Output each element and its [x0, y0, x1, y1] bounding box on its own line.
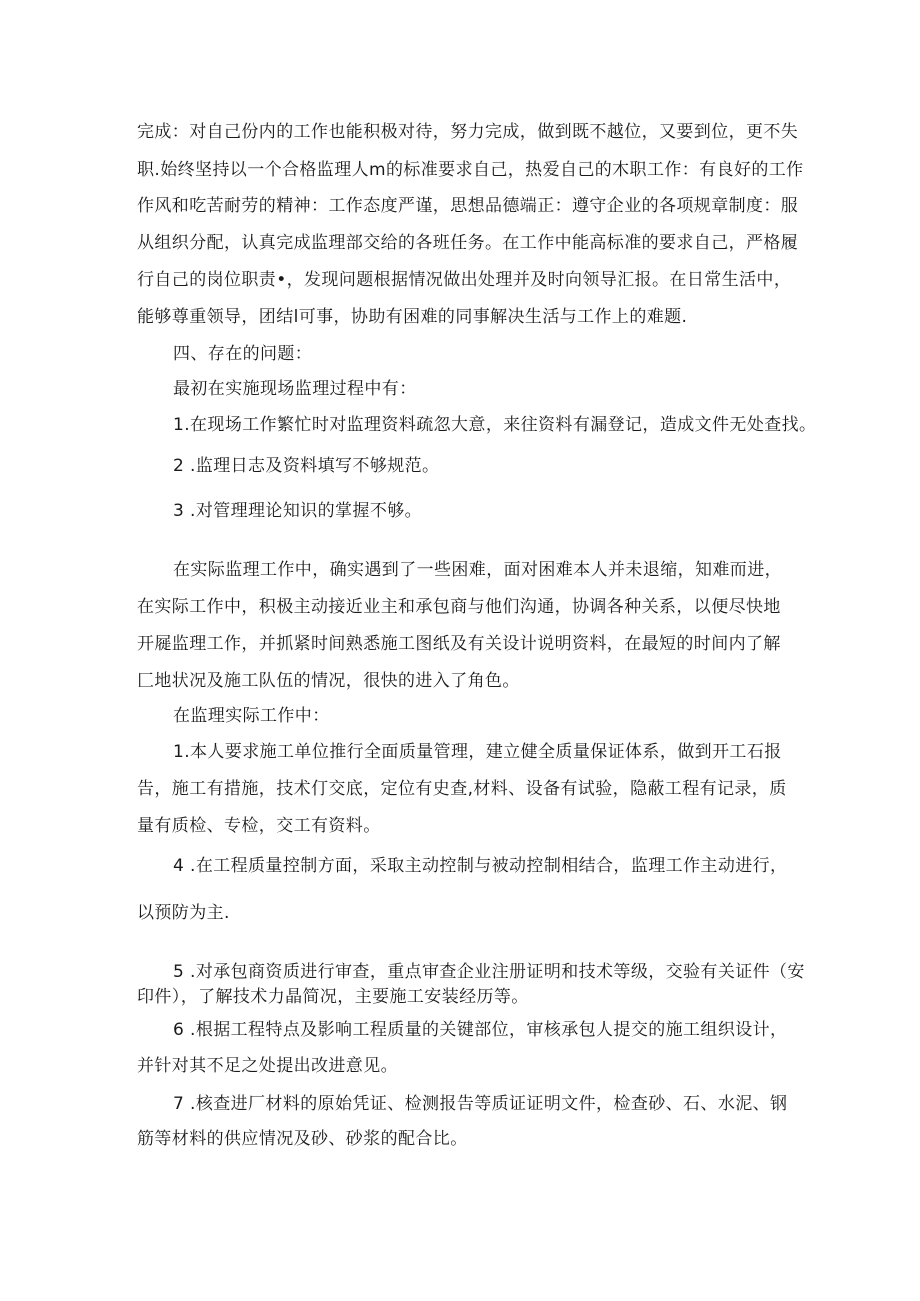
problem-item-1: 1.在现场工作繁忙时对监理资料疏忽大意，来往资料有漏登记，造成文件无处查找。 [173, 415, 817, 435]
paragraph-1-line-3: 作风和吃苦耐劳的精神：工作态度严谨，思想品德端正：遵守企业的各项规章制度：服 [137, 196, 799, 216]
paragraph-1-line-6: 能够尊重领导，团结l可事，协助有困难的同事解决生活与工作上的难题. [137, 307, 688, 327]
work-item-6-line-2: 并针对其不足之处提出改进意见。 [137, 1056, 398, 1076]
problem-item-2: 2 .监理日志及资料填写不够规范。 [173, 456, 440, 476]
work-item-7-line-2: 筋等材料的供应情况及砂、砂浆的配合比。 [137, 1129, 468, 1149]
paragraph-1-line-5: 行自己的岗位职责•，发现问题根据情况做出处理并及时向领导汇报。在日常生活中， [137, 270, 792, 290]
paragraph-2-line-3: 开屣监理工作，并抓紧时间熟悉施工图纸及有关设计说明资料，在最短的时间内了解 [137, 634, 781, 654]
paragraph-1-line-4: 从组织分配，认真完成监理部交给的各班任务。在工作中能高标准的要求自己，严格履 [137, 233, 799, 253]
work-item-6-line-1: 6 .根据工程特点及影响工程质量的关键部位，审核承包人提交的施工组织设计， [173, 1020, 788, 1040]
paragraph-1-line-1: 完成：对自己份内的工作也能积极对待，努力完成，做到既不越位，又要到位，更不失 [137, 122, 799, 142]
paragraph-2-line-2: 在实际工作中，积极主动接近业主和承包商与他们沟通，协调各种关系，以便尽快地 [137, 597, 781, 617]
work-item-7-line-1: 7 .核查进厂材料的原始凭证、检测报告等质证证明文件，检查砂、石、水泥、钢 [173, 1094, 788, 1114]
work-item-4-line-2: 以预防为主. [137, 903, 230, 923]
section-heading: 四、存在的问题： [173, 344, 313, 364]
work-item-1-line-3: 量有质检、专检，交工有资料。 [137, 816, 381, 836]
work-item-1-line-2: 告，施工有措施，技术仃交底，定位有史查,材料、设备有试验，隐蔽工程有记录，质 [137, 779, 787, 799]
work-item-5-line-1: 5 .对承包商资质进行审查，重点审查企业注册证明和技术等级，交验有关证件（安 [173, 962, 805, 982]
paragraph-2-line-1: 在实际监理工作中，确实遇到了一些困难，面对困难本人并未退缩，知难而进， [173, 560, 782, 580]
paragraph-2-line-4: 匚地状况及施工队伍的情况，很快的进入了角色。 [137, 671, 520, 691]
paragraph-1-line-2: 职.始终坚持以一个合格监理人m的标准要求自己，热爱自己的木职工作：有良好的工作 [137, 160, 804, 180]
work-intro: 在监理实际工作中： [173, 706, 330, 726]
work-item-5-line-2: 印件），了解技术力晶简况，主要施工安装经历等。 [137, 987, 529, 1007]
work-item-4-line-1: 4 .在工程质量控制方面，采取主动控制与被动控制相结合，监理工作主动进行， [173, 856, 788, 876]
problems-intro: 最初在实施现场监理过程中有： [173, 379, 417, 399]
problem-item-3: 3 .对管理理论知识的掌握不够。 [173, 501, 423, 521]
work-item-1-line-1: 1.本人要求施工单位推行全面质量管理，建立健全质量保证体系，做到开工石报 [173, 742, 782, 762]
